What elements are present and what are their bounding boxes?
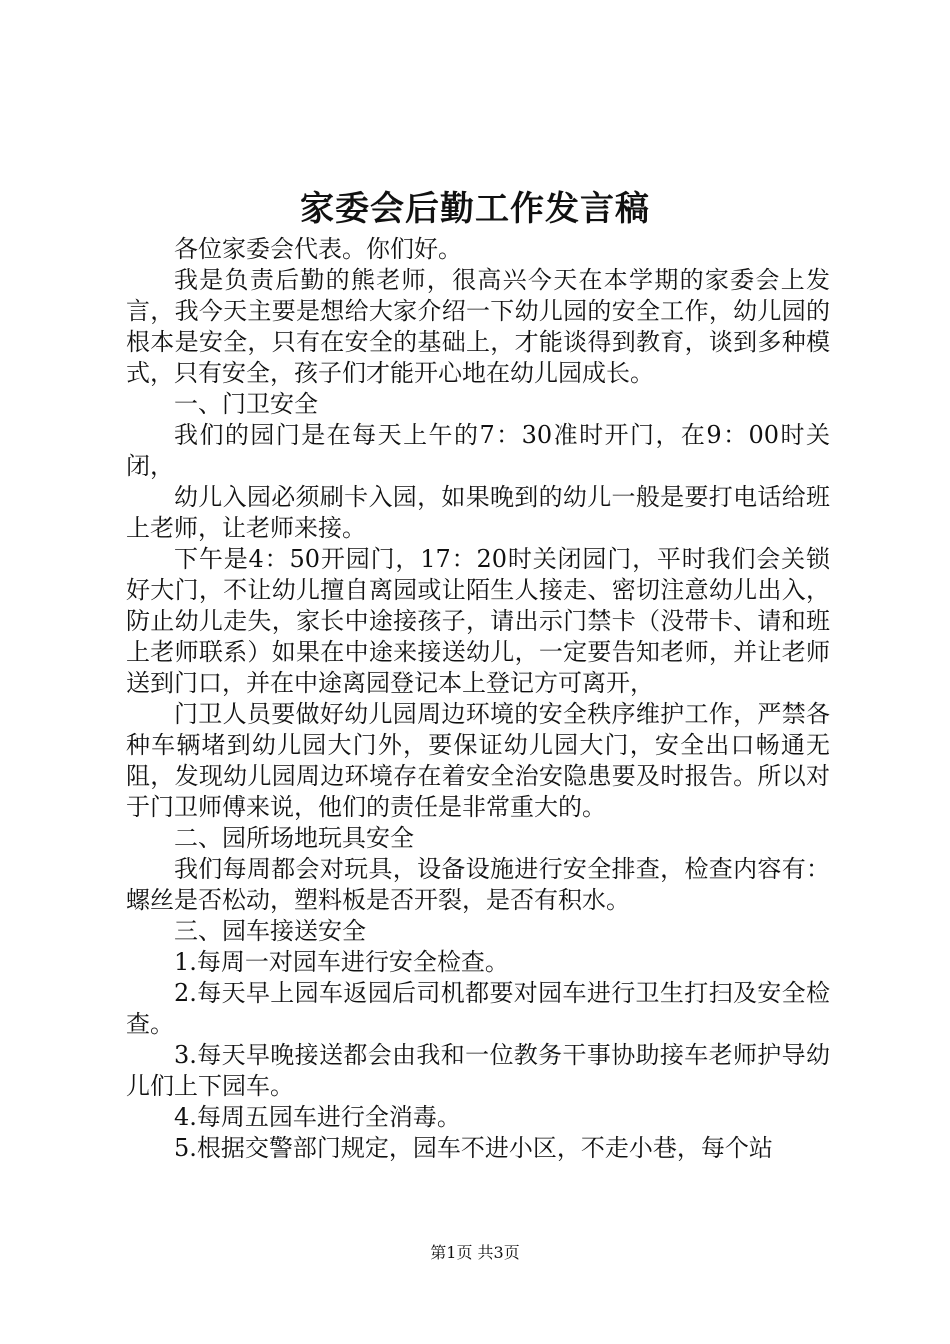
paragraph: 幼儿入园必须刷卡入园，如果晚到的幼儿一般是要打电话给班上老师，让老师来接。: [126, 483, 830, 542]
paragraph: 门卫人员要做好幼儿园周边环境的安全秩序维护工作，严禁各种车辆堵到幼儿园大门外，要保证幼儿园大门，安全出口畅通无阻，发现幼儿园周边环境存在着安全治安隐患要及时报告。所以对于门卫师傅来说，他们的责任是非常重大的。: [126, 700, 830, 821]
list-item: 4.每周五园车进行全消毒。: [174, 1103, 461, 1131]
list-item: 1.每周一对园车进行安全检查。: [174, 948, 509, 976]
list-item: 5.根据交警部门规定，园车不进小区，不走小巷，每个站: [174, 1134, 773, 1162]
section-heading-bus-safety: 三、园车接送安全: [174, 917, 366, 945]
page-number-footer: 第1页 共3页: [430, 1243, 520, 1262]
document-body: [126, 234, 830, 1164]
list-item: 2.每天早上园车返园后司机都要对园车进行卫生打扫及安全检查。: [126, 979, 830, 1038]
section-heading-gate-security: 一、门卫安全: [174, 390, 318, 418]
paragraph: 下午是4：50开园门，17：20时关闭园门，平时我们会关锁好大门，不让幼儿擅自离园或让陌生人接走、密切注意幼儿出入，防止幼儿走失，家长中途接孩子，请出示门禁卡（没带卡、请和班上老师联系）如果在中途来接送幼儿，一定要告知老师，并让老师送到门口，并在中途离园登记本上登记方可离开，: [126, 545, 830, 697]
list-item: 3.每天早晚接送都会由我和一位教务干事协助接车老师护导幼儿们上下园车。: [126, 1041, 830, 1100]
document-title: 家委会后勤工作发言稿: [300, 189, 650, 229]
paragraph-intro: 我是负责后勤的熊老师，很高兴今天在本学期的家委会上发言，我今天主要是想给大家介绍一下幼儿园的安全工作，幼儿园的根本是安全，只有在安全的基础上，才能谈得到教育，谈到多种模式，只有安全，孩子们才能开心地在幼儿园成长。: [126, 266, 830, 387]
paragraph: 我们的园门是在每天上午的7：30准时开门，在9：00时关闭，: [126, 421, 830, 480]
paragraph-greeting: 各位家委会代表。你们好。: [174, 235, 462, 263]
section-heading-playground-safety: 二、园所场地玩具安全: [174, 824, 414, 852]
paragraph: 我们每周都会对玩具，设备设施进行安全排查，检查内容有：螺丝是否松动，塑料板是否开裂，是否有积水。: [126, 855, 830, 914]
